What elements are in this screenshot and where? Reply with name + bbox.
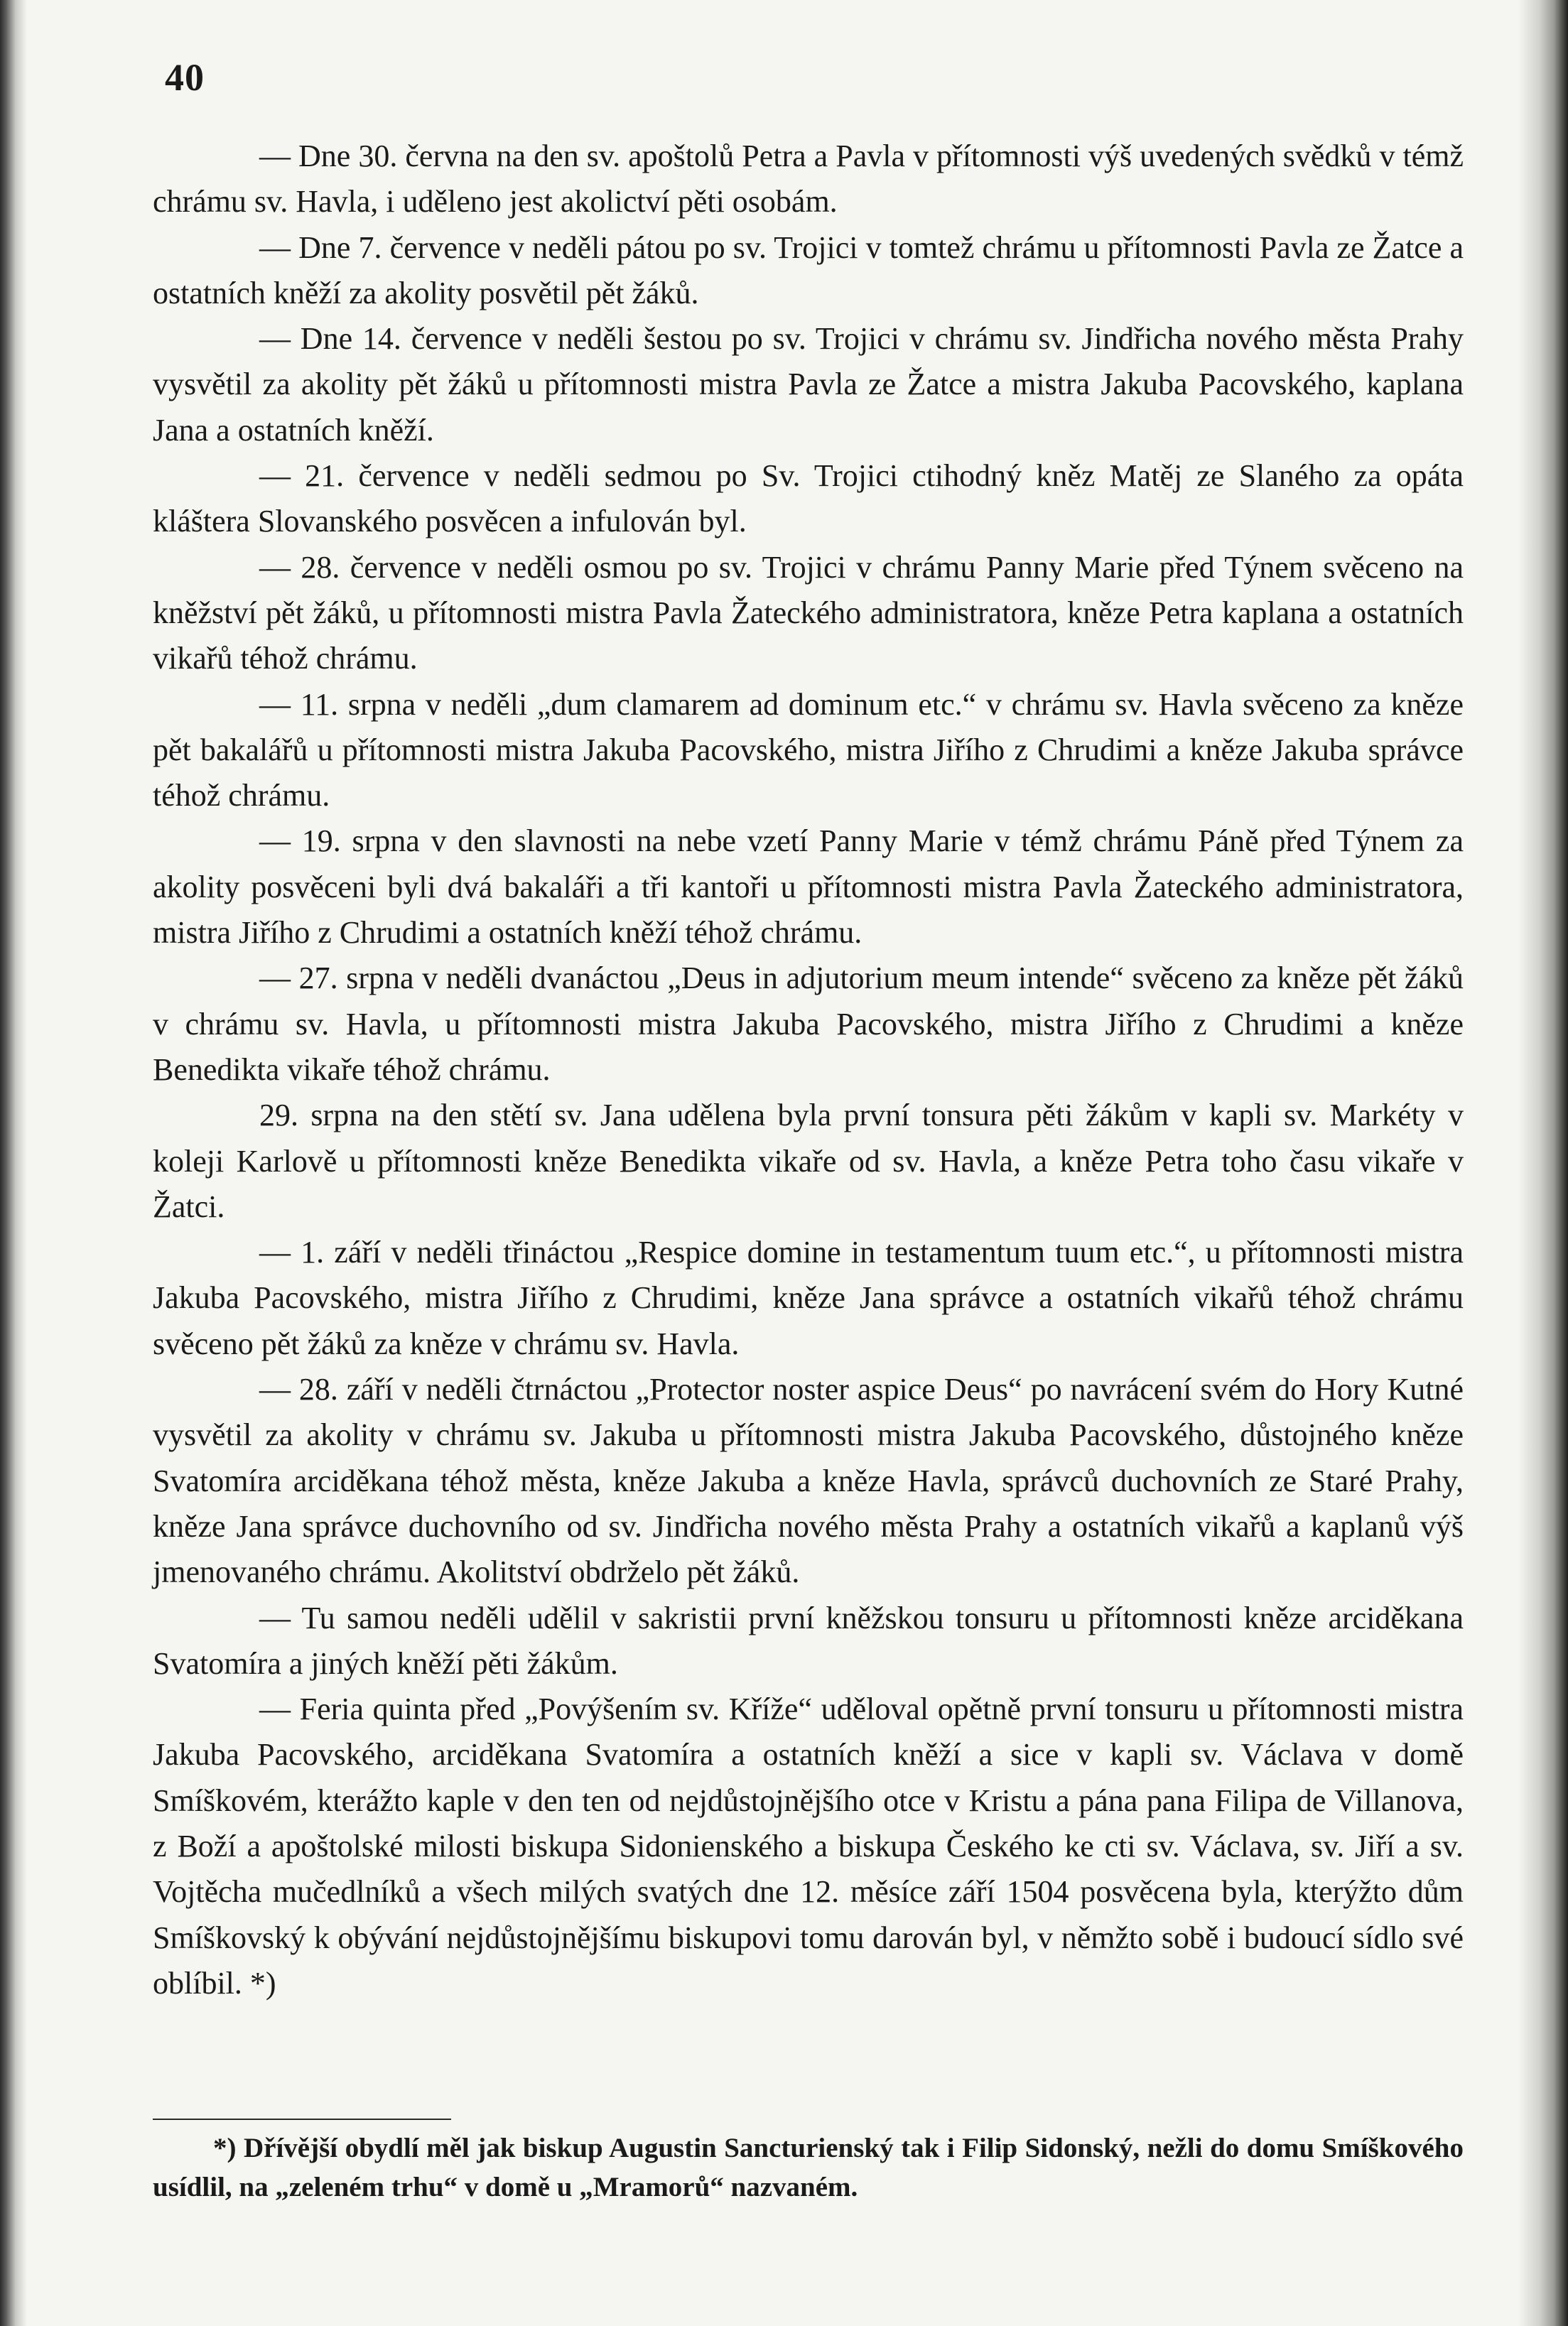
page-number: 40	[165, 56, 205, 99]
paragraph: — 28. září v neděli čtrnáctou „Protector noster aspice Deus“ po navrácení svém do Hory Kutné vysvětil za akolity v chrámu sv. Jakuba u přítomnosti mistra Jakuba Pacovského, důstojného kněze Svatomíra arciděkana téhož města, kněze Jakuba a kněze Havla, správců duchovních ze Staré Prahy, kněze Jana správce duchovního od sv. Jindřicha nového města Prahy a ostatních vikařů a kaplanů výš jmenovaného chrámu. Akolitství obdrželo pět žáků.	[153, 1372, 1464, 1590]
paragraph: — Tu samou neděli udělil v sakristii první kněžskou tonsuru u přítomnosti kněze arciděkana Svatomíra a jiných kněží pěti žákům.	[153, 1600, 1464, 1681]
footnote	[153, 2128, 1464, 2207]
paragraph: — 28. července v neděli osmou po sv. Trojici v chrámu Panny Marie před Týnem svěceno na kněžství pět žáků, u přítomnosti mistra Pavla Žateckého administratora, kněze Petra kaplana a ostatních vikařů téhož chrámu.	[153, 549, 1464, 676]
page-edge-right	[1518, 0, 1568, 2326]
paragraph: — 1. září v neděli třináctou „Respice domine in testamentum tuum etc.“, u přítomnosti mistra Jakuba Pacovského, mistra Jiřího z Chrudimi, kněze Jana správce a ostatních vikařů téhož chrámu svěceno pět žáků za kněze v chrámu sv. Havla.	[153, 1235, 1464, 1361]
paragraph: 29. srpna na den stětí sv. Jana udělena byla první tonsura pěti žákům v kapli sv. Markéty v koleji Karlově u přítomnosti kněze Benedikta vikaře od sv. Havla, a kněze Petra toho času vikaře v Žatci.	[153, 1098, 1464, 1224]
footnote-text: *) Dřívější obydlí měl jak biskup Augustin Sancturienský tak i Filip Sidonský, nežli do domu Smíškového usídlil, na „zeleném trhu“ v domě u „Mramorů“ nazvaném.	[153, 2133, 1464, 2202]
main-text	[153, 134, 1464, 2006]
paragraph: — 11. srpna v neděli „dum clamarem ad dominum etc.“ v chrámu sv. Havla svěceno za kněze pět bakalářů u přítomnosti mistra Jakuba Pacovského, mistra Jiřího z Chrudimi a kněze Jakuba správce téhož chrámu.	[153, 686, 1464, 813]
page-edge-left	[0, 0, 27, 2326]
paragraph: — Dne 30. června na den sv. apoštolů Petra a Pavla v přítomnosti výš uvedených svědků v témž chrámu sv. Havla, i uděleno jest akolictví pěti osobám.	[153, 139, 1464, 220]
paragraph: — 19. srpna v den slavnosti na nebe vzetí Panny Marie v témž chrámu Páně před Týnem za akolity posvěceni byli dvá bakaláři a tři kantoři u přítomnosti mistra Pavla Žateckého administratora, mistra Jiřího z Chrudimi a ostatních kněží téhož chrámu.	[153, 823, 1464, 951]
footnote-rule	[153, 2119, 451, 2120]
paragraph: — Feria quinta před „Povýšením sv. Kříže“ uděloval opětně první tonsuru u přítomnosti mistra Jakuba Pacovského, arciděkana Svatomíra a ostatních kněží a sice v kapli sv. Václava v domě Smíškovém, kterážto kaple v den ten od nejdůstojnějšího otce v Kristu a pána pana Filipa de Villanova, z Boží a apoštolské milosti biskupa Sidonienského a biskupa Českého ke cti sv. Václava, sv. Jiří a sv. Vojtěcha mučedlníků a všech milých svatých dne 12. měsíce září 1504 posvěcena byla, kterýžto dům Smíškovský k obývání nejdůstojnějšímu biskupovi tomu darován byl, v němžto sobě i budoucí sídlo své oblíbil. *)	[153, 1692, 1464, 2001]
paragraph: — Dne 7. července v neděli pátou po sv. Trojici v tomtež chrámu u přítomnosti Pavla ze Žatce a ostatních kněží za akolity posvětil pět žáků.	[153, 229, 1464, 310]
paragraph: — Dne 14. července v neděli šestou po sv. Trojici v chrámu sv. Jindřicha nového města Prahy vysvětil za akolity pět žáků u přítomnosti mistra Pavla ze Žatce a mistra Jakuba Pacovského, kaplana Jana a ostatních kněží.	[153, 321, 1464, 448]
paragraph: — 27. srpna v neděli dvanáctou „Deus in adjutorium meum intende“ svěceno za kněze pět žáků v chrámu sv. Havla, u přítomnosti mistra Jakuba Pacovského, mistra Jiřího z Chrudimi a kněze Benedikta vikaře téhož chrámu.	[153, 961, 1464, 1087]
paragraph: — 21. července v neděli sedmou po Sv. Trojici ctihodný kněz Matěj ze Slaného za opáta kláštera Slovanského posvěcen a infulován byl.	[153, 458, 1464, 539]
